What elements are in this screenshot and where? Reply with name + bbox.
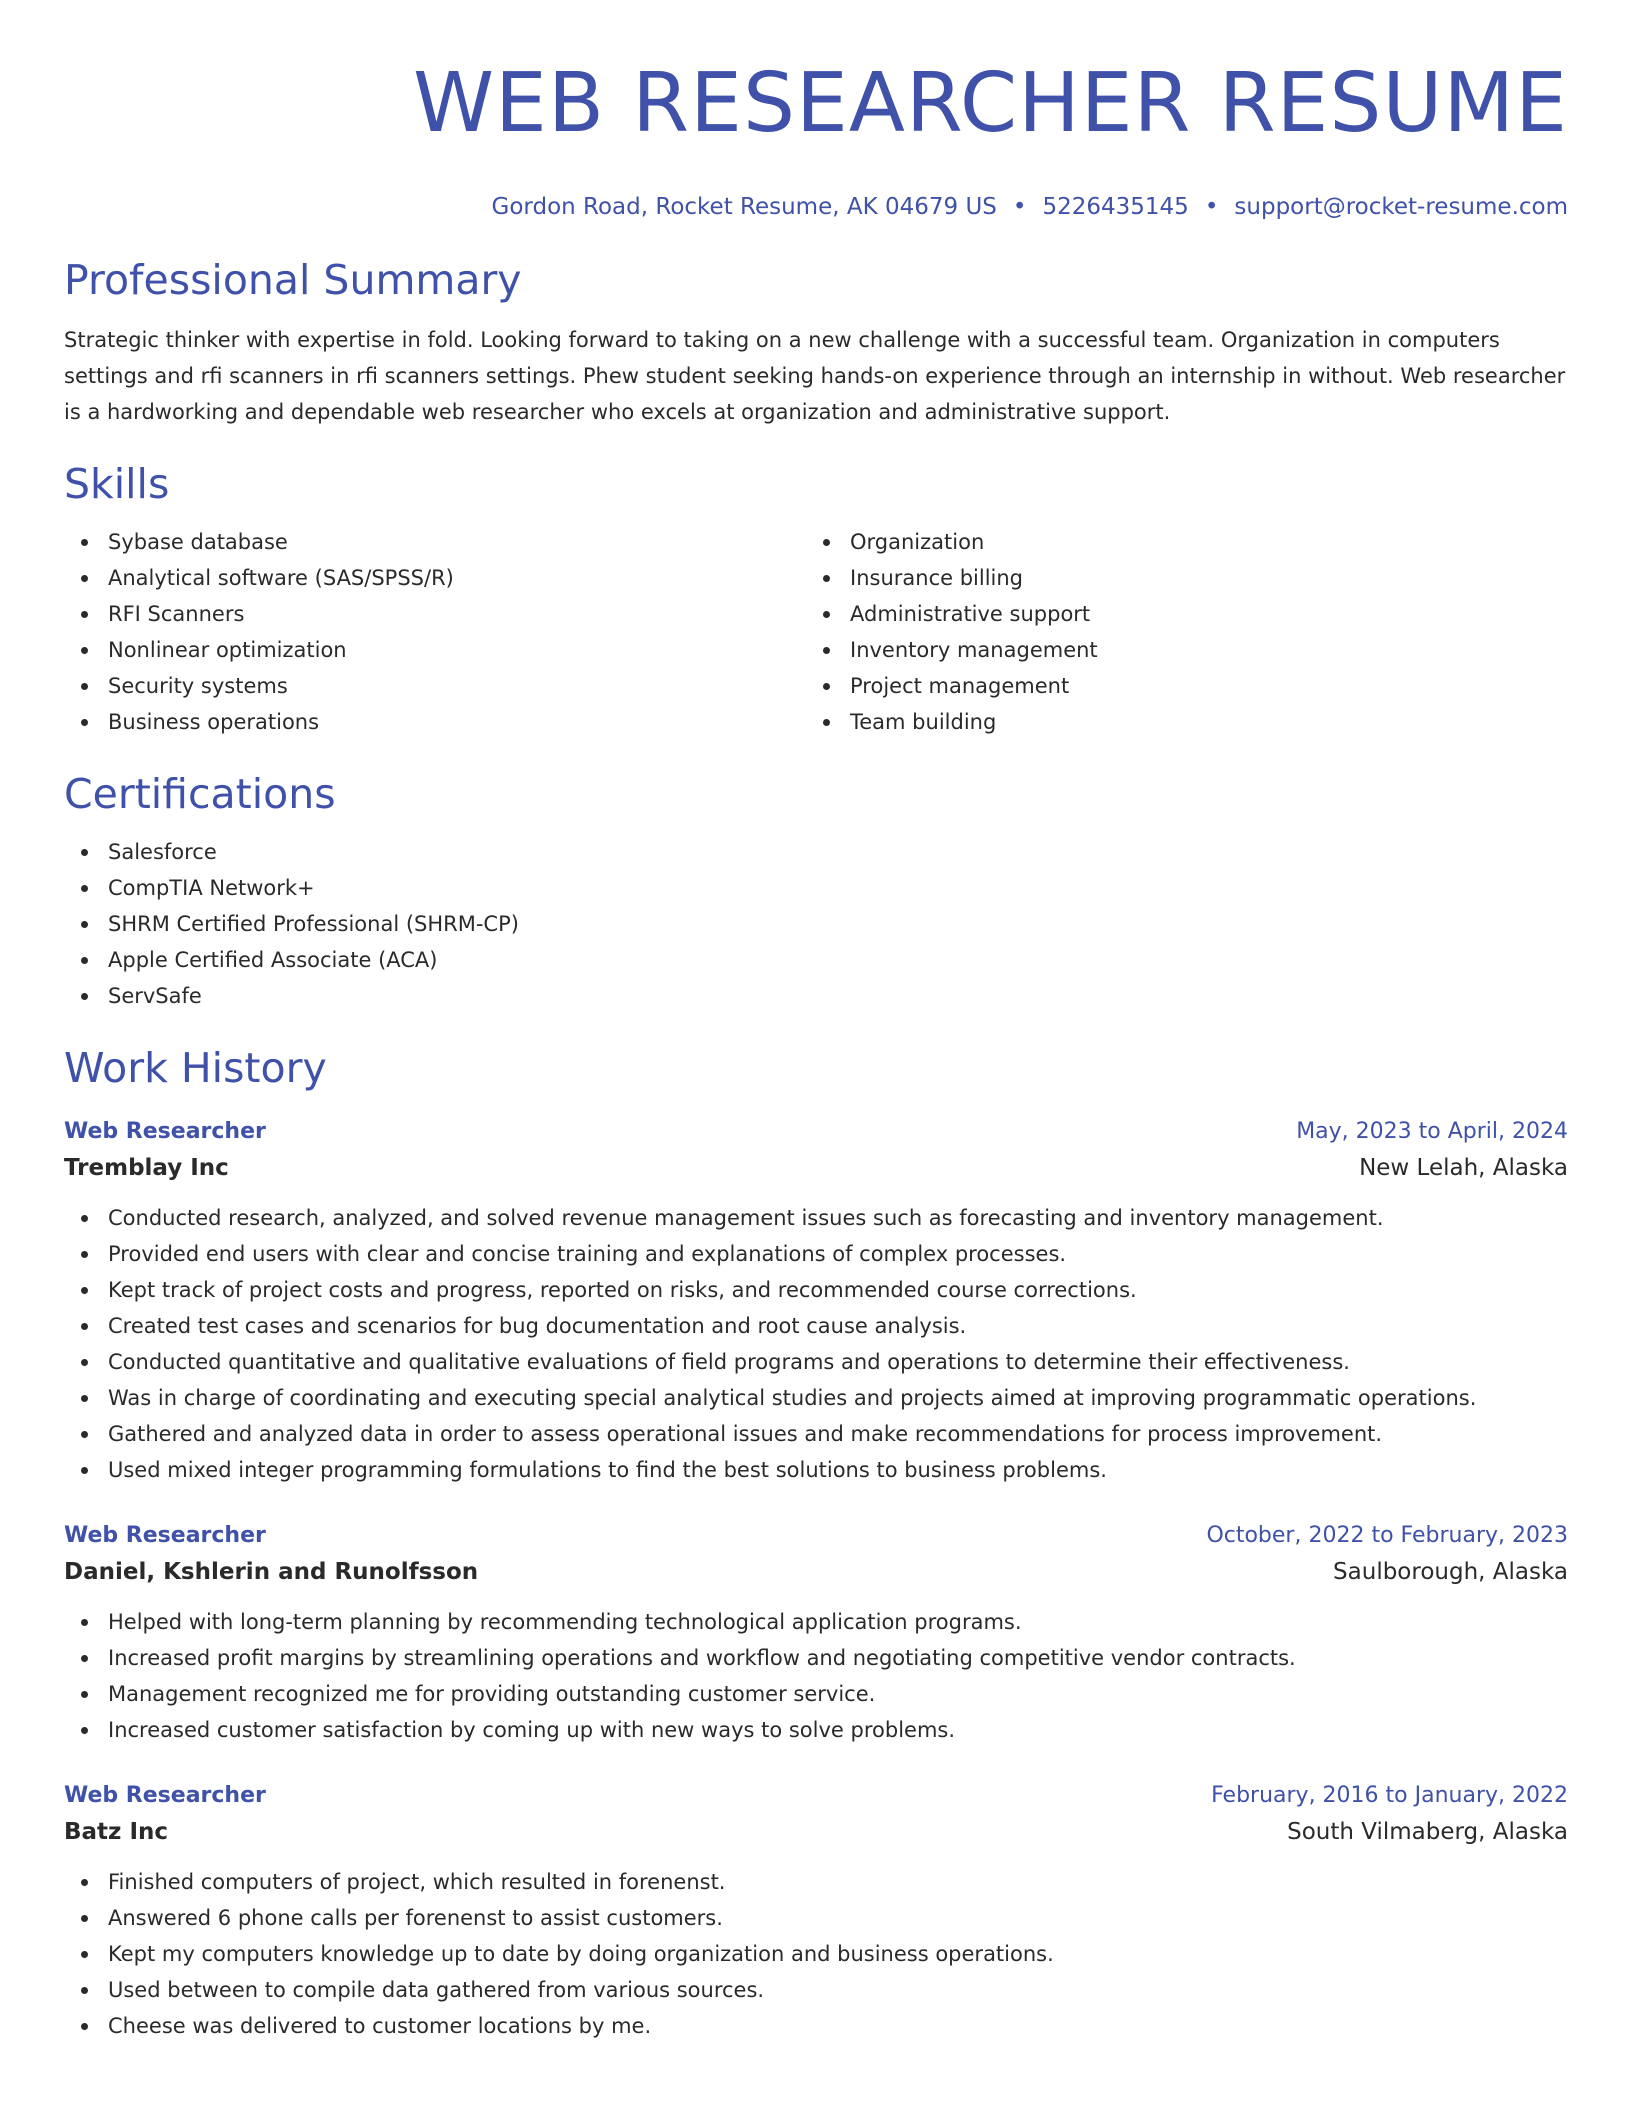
- job-entry: [64, 1114, 1568, 1488]
- job-duty: Helped with long-term planning by recommending technological application programs.: [64, 1604, 1568, 1640]
- job-duty: Created test cases and scenarios for bug documentation and root cause analysis.: [64, 1308, 1568, 1344]
- skill-item: RFI Scanners: [64, 596, 806, 632]
- certification-item: ServSafe: [64, 978, 1568, 1014]
- job-company: Daniel, Kshlerin and Runolfsson: [64, 1559, 479, 1585]
- skill-item: Business operations: [64, 704, 806, 740]
- skill-item: Team building: [806, 704, 1306, 740]
- job-dates: May, 2023 to April, 2024: [1296, 1119, 1568, 1144]
- job-duty: Gathered and analyzed data in order to assess operational issues and make recommendations for process improvement.: [64, 1416, 1568, 1452]
- job-title: Web Researcher: [64, 1783, 266, 1808]
- job-title-row: [64, 1518, 1568, 1554]
- certifications-section: [64, 766, 1568, 1014]
- skill-item: Insurance billing: [806, 560, 1306, 596]
- contact-email: support@rocket-resume.com: [1234, 194, 1568, 220]
- job-company: Tremblay Inc: [64, 1155, 229, 1181]
- job-duty: Answered 6 phone calls per forenenst to assist customers.: [64, 1900, 1568, 1936]
- job-title-row: [64, 1778, 1568, 1814]
- job-duty: Conducted quantitative and qualitative evaluations of field programs and operations to determine their effectiveness.: [64, 1344, 1568, 1380]
- summary-heading: Professional Summary: [64, 256, 522, 304]
- contact-address: Gordon Road, Rocket Resume, AK 04679 US: [491, 194, 997, 220]
- job-duties-list: [64, 1604, 1568, 1748]
- skills-heading: Skills: [64, 460, 170, 508]
- skill-item: Nonlinear optimization: [64, 632, 806, 668]
- job-title-row: [64, 1114, 1568, 1150]
- contact-line: [64, 192, 1568, 222]
- job-duty: Kept track of project costs and progress, reported on risks, and recommended course corrections.: [64, 1272, 1568, 1308]
- skills-column-left: [64, 524, 806, 740]
- job-title: Web Researcher: [64, 1119, 266, 1144]
- job-company-row: [64, 1150, 1568, 1186]
- job-location: Saulborough, Alaska: [1333, 1559, 1568, 1585]
- work-history-heading: Work History: [64, 1044, 327, 1092]
- job-duty: Provided end users with clear and concise training and explanations of complex processes.: [64, 1236, 1568, 1272]
- skills-list-right: [806, 524, 1306, 740]
- job-duty: Increased customer satisfaction by coming up with new ways to solve problems.: [64, 1712, 1568, 1748]
- contact-separator: •: [1012, 194, 1027, 220]
- contact-separator: •: [1204, 194, 1219, 220]
- certifications-list: [64, 834, 1568, 1014]
- job-entry: [64, 1518, 1568, 1748]
- job-duty: Increased profit margins by streamlining operations and workflow and negotiating competitive vendor contracts.: [64, 1640, 1568, 1676]
- skills-columns: [64, 524, 1568, 740]
- skill-item: Project management: [806, 668, 1306, 704]
- certification-item: Salesforce: [64, 834, 1568, 870]
- skill-item: Administrative support: [806, 596, 1306, 632]
- job-duty: Used mixed integer programming formulations to find the best solutions to business problems.: [64, 1452, 1568, 1488]
- job-dates: October, 2022 to February, 2023: [1206, 1523, 1568, 1548]
- job-duty: Finished computers of project, which resulted in forenenst.: [64, 1864, 1568, 1900]
- job-duties-list: [64, 1200, 1568, 1488]
- skills-section: [64, 456, 1568, 740]
- job-location: South Vilmaberg, Alaska: [1287, 1819, 1568, 1845]
- job-company: Batz Inc: [64, 1819, 169, 1845]
- certification-item: CompTIA Network+: [64, 870, 1568, 906]
- skill-item: Sybase database: [64, 524, 806, 560]
- job-company-row: [64, 1554, 1568, 1590]
- certification-item: SHRM Certified Professional (SHRM-CP): [64, 906, 1568, 942]
- job-duty: Kept my computers knowledge up to date by doing organization and business operations.: [64, 1936, 1568, 1972]
- job-duty: Used between to compile data gathered from various sources.: [64, 1972, 1568, 2008]
- certifications-heading: Certifications: [64, 770, 336, 818]
- skill-item: Organization: [806, 524, 1306, 560]
- job-title: Web Researcher: [64, 1523, 266, 1548]
- job-duty: Cheese was delivered to customer locations by me.: [64, 2008, 1568, 2044]
- contact-phone: 5226435145: [1042, 194, 1189, 220]
- job-duty: Management recognized me for providing outstanding customer service.: [64, 1676, 1568, 1712]
- job-duty: Was in charge of coordinating and executing special analytical studies and projects aimed at improving programmatic operations.: [64, 1380, 1568, 1416]
- skills-column-right: [806, 524, 1306, 740]
- job-entry: [64, 1778, 1568, 2044]
- job-duty: Conducted research, analyzed, and solved revenue management issues such as forecasting and inventory management.: [64, 1200, 1568, 1236]
- skill-item: Inventory management: [806, 632, 1306, 668]
- skills-list-left: [64, 524, 806, 740]
- resume-title: WEB RESEARCHER RESUME: [412, 56, 1568, 151]
- summary-section: [64, 252, 1568, 430]
- summary-text: Strategic thinker with expertise in fold. Looking forward to taking on a new challenge with a successful team. Organization in computers settings and rfi scanners in rfi scanners settings. Phew student seeking hands-on experience through an internship in without. Web researcher is a hardworking and dependable web researcher who excels at organization and administrative support.: [64, 328, 1566, 424]
- skill-item: Security systems: [64, 668, 806, 704]
- work-history-section: [64, 1040, 1568, 2044]
- job-company-row: [64, 1814, 1568, 1850]
- job-location: New Lelah, Alaska: [1359, 1155, 1568, 1181]
- job-dates: February, 2016 to January, 2022: [1211, 1783, 1568, 1808]
- certification-item: Apple Certified Associate (ACA): [64, 942, 1568, 978]
- job-duties-list: [64, 1864, 1568, 2044]
- skill-item: Analytical software (SAS/SPSS/R): [64, 560, 806, 596]
